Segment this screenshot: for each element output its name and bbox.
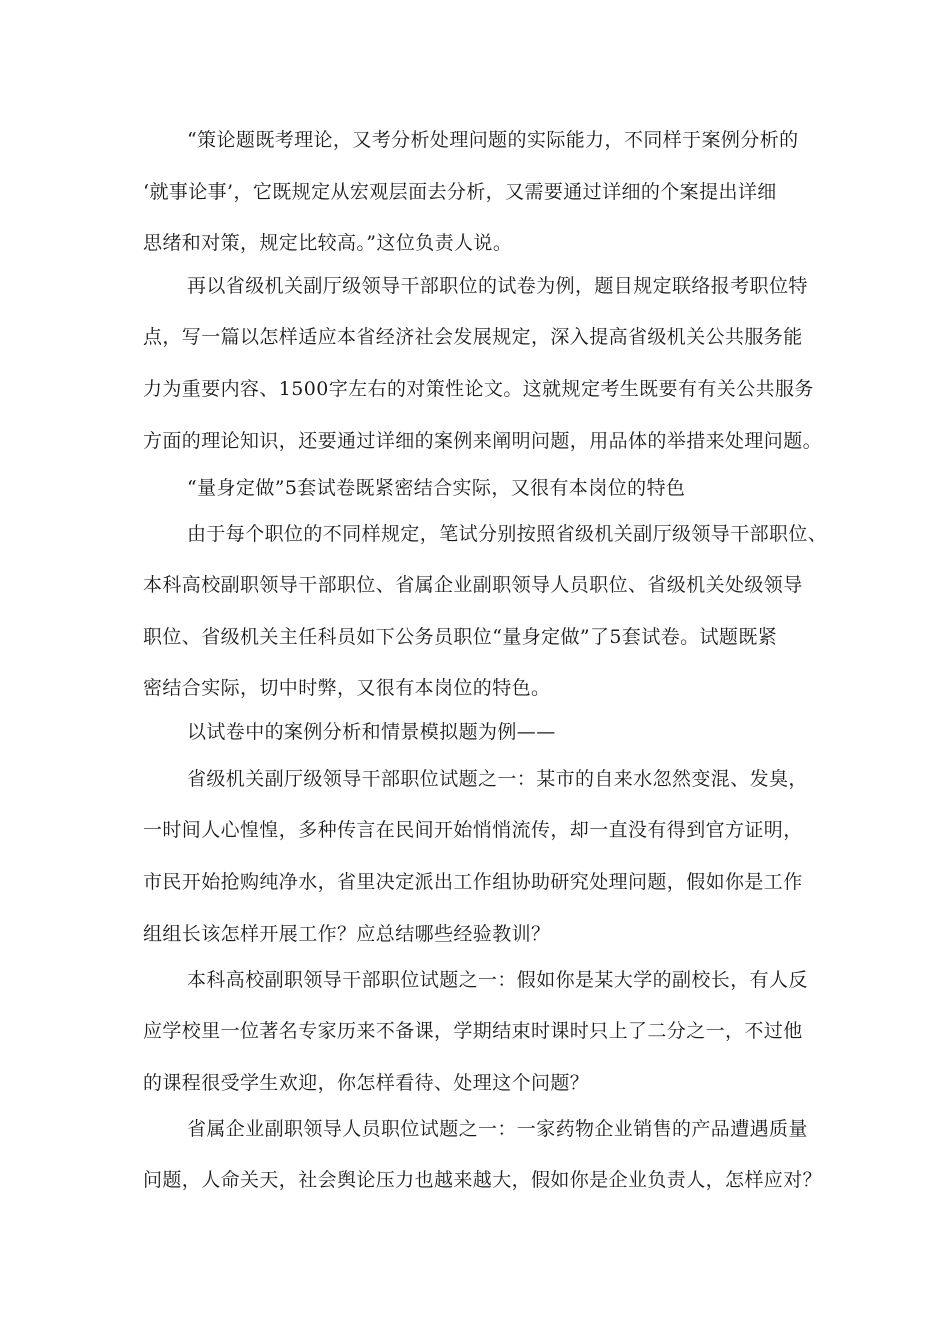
paragraph-line: 方面的理论知识，还要通过详细的案例来阐明问题，用品体的举措来处理问题。 — [143, 430, 823, 452]
paragraph-line: 点，写一篇以怎样适应本省经济社会发展规定，深入提高省级机关公共服务能 — [143, 326, 803, 348]
paragraph-line: 本科高校副职领导干部职位、省属企业副职领导人员职位、省级机关处级领导 — [143, 574, 803, 596]
paragraph-line: ‘就事论事’，它既规定从宏观层面去分析，又需要通过详细的个案提出详细 — [143, 181, 777, 203]
paragraph-line: 问题，人命关天，社会舆论压力也越来越大，假如你是企业负责人，怎样应对？ — [143, 1169, 823, 1191]
paragraph-line: 再以省级机关副厅级领导干部职位的试卷为例，题目规定联络报考职位特 — [187, 275, 808, 297]
paragraph-line: 市民开始抢购纯净水，省里决定派出工作组协助研究处理问题，假如你是工作 — [143, 871, 803, 893]
paragraph-line: 由于每个职位的不同样规定，笔试分别按照省级机关副厅级领导干部职位、 — [187, 523, 828, 545]
paragraph-line: 职位、省级机关主任科员如下公务员职位“量身定做”了5套试卷。试题既紧 — [143, 626, 778, 648]
paragraph-line: 密结合实际，切中时弊，又很有本岗位的特色。 — [143, 677, 551, 699]
paragraph-line: 力为重要内容、1500字左右的对策性论文。这就规定考生既要有有关公共服务 — [143, 378, 814, 400]
paragraph-line: 思绪和对策，规定比较高。”这位负责人说。 — [143, 232, 513, 254]
section-heading: “量身定做”5套试卷既紧密结合实际，又很有本岗位的特色 — [187, 477, 686, 499]
paragraph-line: 应学校里一位著名专家历来不备课，学期结束时课时只上了二分之一，不过他 — [143, 1020, 803, 1042]
paragraph-line: 一时间人心惶惶，多种传言在民间开始悄悄流传，却一直没有得到官方证明， — [143, 819, 803, 841]
paragraph-line: “策论题既考理论，又考分析处理问题的实际能力，不同样于案例分析的 — [187, 129, 799, 151]
paragraph-line: 本科高校副职领导干部职位试题之一：假如你是某大学的副校长，有人反 — [187, 969, 808, 991]
paragraph-line: 组组长该怎样开展工作？应总结哪些经验教训？ — [143, 923, 551, 945]
paragraph-line: 的课程很受学生欢迎，你怎样看待、处理这个问题？ — [143, 1072, 590, 1094]
paragraph-line: 以试卷中的案例分析和情景模拟题为例—— — [187, 721, 556, 743]
paragraph-line: 省级机关副厅级领导干部职位试题之一：某市的自来水忽然变混、发臭， — [187, 768, 808, 790]
paragraph-line: 省属企业副职领导人员职位试题之一：一家药物企业销售的产品遭遇质量 — [187, 1118, 808, 1140]
